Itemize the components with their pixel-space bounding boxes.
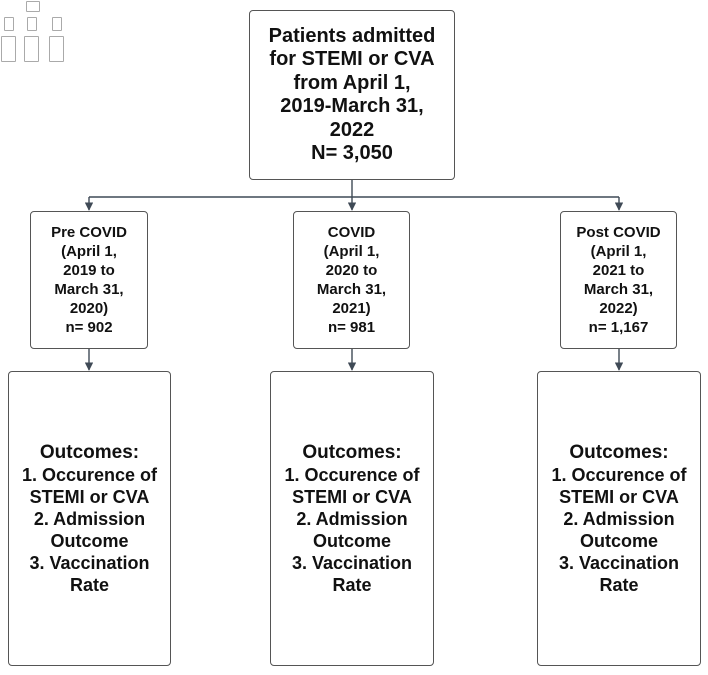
period-line: 2020 to bbox=[325, 262, 378, 279]
outcomes-heading: Outcomes: bbox=[39, 441, 140, 463]
post-covid-box bbox=[560, 211, 677, 349]
outcome-line: Outcome bbox=[312, 530, 391, 551]
top-line: 2022 bbox=[329, 118, 375, 141]
outcome-line: 2. Admission bbox=[33, 508, 146, 529]
outcome-line: 3. Vaccination bbox=[291, 552, 413, 573]
period-line: 2021 to bbox=[592, 262, 645, 279]
outcome-line: Rate bbox=[332, 574, 372, 595]
outcomes-heading: Outcomes: bbox=[569, 441, 669, 463]
outcome-line: Rate bbox=[599, 574, 639, 595]
outcomes-box-post-covid bbox=[537, 371, 701, 666]
period-line: (April 1, bbox=[61, 243, 117, 260]
period-count: n= 1,167 bbox=[588, 319, 649, 336]
outcome-line: 3. Vaccination bbox=[29, 552, 150, 573]
outcome-line: Rate bbox=[69, 574, 109, 595]
outcome-line: 1. Occurence of bbox=[21, 464, 158, 485]
period-line: (April 1, bbox=[323, 243, 380, 260]
pre-covid-box bbox=[30, 211, 148, 349]
period-line: (April 1, bbox=[590, 243, 647, 260]
outcome-line: STEMI or CVA bbox=[559, 486, 679, 507]
outcome-line: 3. Vaccination bbox=[558, 552, 680, 573]
period-line: March 31, bbox=[583, 281, 654, 298]
top-line: from April 1, bbox=[293, 71, 411, 94]
top-line: for STEMI or CVA bbox=[269, 48, 435, 70]
outcome-line: Outcome bbox=[50, 530, 129, 551]
outcome-line: Outcome bbox=[579, 530, 658, 551]
outcomes-box-pre-covid bbox=[8, 371, 171, 666]
period-line: March 31, bbox=[54, 281, 124, 298]
period-count: n= 981 bbox=[327, 319, 376, 336]
outcome-line: 1. Occurence of bbox=[551, 464, 687, 485]
period-line: 2019 to bbox=[63, 262, 115, 279]
outcome-line: 2. Admission bbox=[296, 508, 408, 529]
top-line: 2019-March 31, bbox=[280, 95, 424, 117]
period-count: n= 902 bbox=[65, 319, 113, 336]
period-title: COVID bbox=[327, 224, 376, 241]
outcome-line: STEMI or CVA bbox=[29, 486, 150, 507]
period-line: 2020) bbox=[69, 300, 109, 317]
covid-box bbox=[293, 211, 410, 349]
period-line: 2022) bbox=[599, 300, 638, 317]
outcome-line: 1. Occurence of bbox=[284, 464, 420, 485]
outcomes-heading: Outcomes: bbox=[302, 441, 402, 463]
total-patients-box bbox=[249, 10, 455, 180]
period-line: 2021) bbox=[332, 300, 371, 317]
top-line: Patients admitted bbox=[268, 24, 436, 47]
outcome-line: 2. Admission bbox=[563, 508, 675, 529]
period-title: Pre COVID bbox=[51, 224, 127, 241]
period-title: Post COVID bbox=[576, 224, 661, 241]
period-line: March 31, bbox=[316, 281, 387, 298]
top-count: N= 3,050 bbox=[311, 142, 393, 164]
outcome-line: STEMI or CVA bbox=[292, 486, 412, 507]
outcomes-box-covid bbox=[270, 371, 434, 666]
